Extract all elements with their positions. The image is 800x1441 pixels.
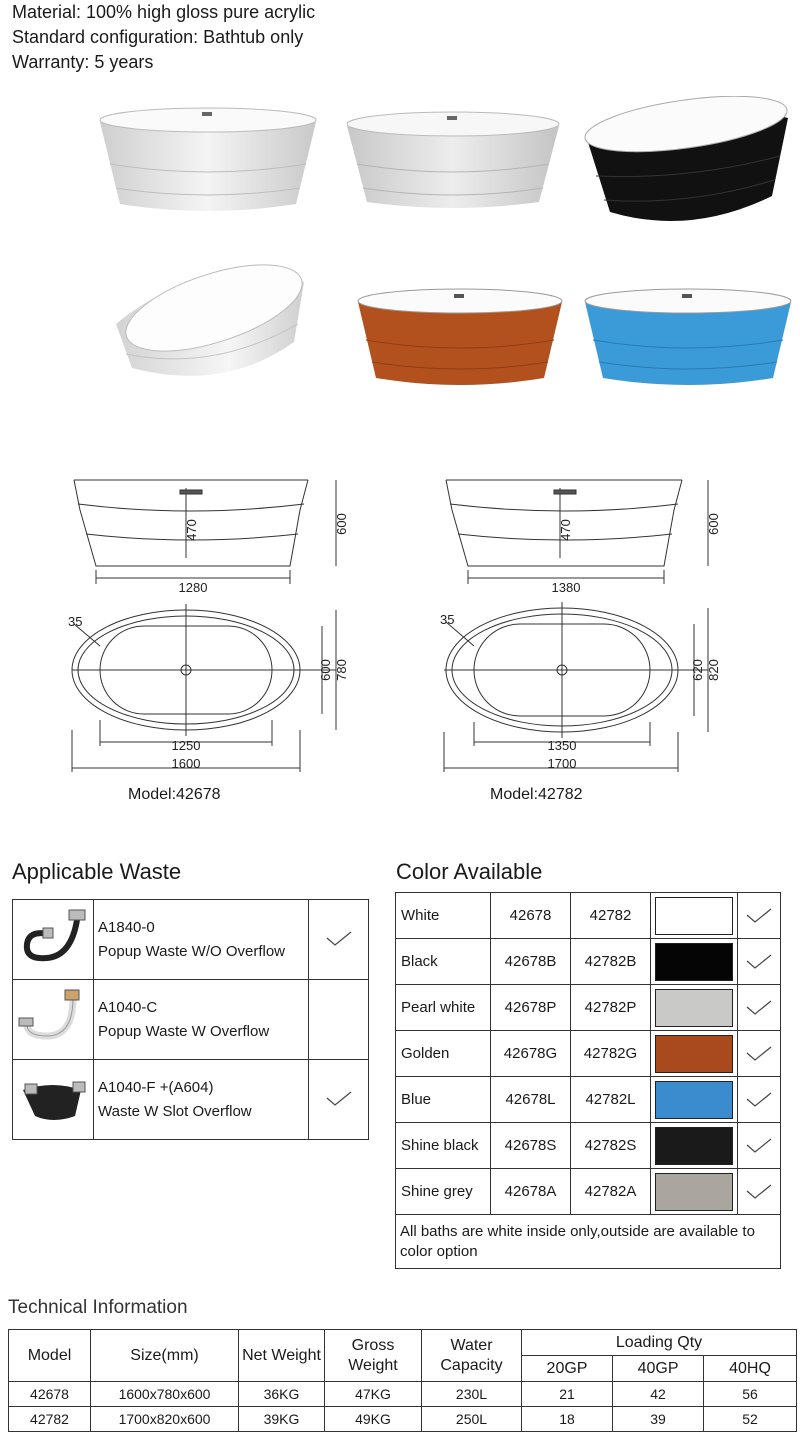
waste-desc: Popup Waste W Overflow xyxy=(98,1022,270,1040)
model-label-42782: Model:42782 xyxy=(490,786,583,803)
color-check-cell xyxy=(738,939,781,985)
tech-cell-model: 42782 xyxy=(9,1407,91,1432)
color-row xyxy=(396,1077,781,1123)
waste-desc: Popup Waste W/O Overflow xyxy=(98,942,286,960)
checkmark-icon xyxy=(746,1092,772,1108)
tub-image-white xyxy=(96,104,320,216)
th-loading-qty: Loading Qty xyxy=(522,1330,797,1356)
color-code-42782: 42782P xyxy=(571,985,651,1031)
color-swatch xyxy=(655,989,733,1027)
color-name: White xyxy=(396,893,491,939)
th-20gp: 20GP xyxy=(522,1356,613,1382)
color-code-42678: 42678G xyxy=(491,1031,571,1077)
color-swatch xyxy=(655,1173,733,1211)
waste-desc-cell xyxy=(94,1060,309,1140)
tech-cell-net: 36KG xyxy=(239,1382,325,1407)
th-water-capacity: Water Capacity xyxy=(422,1330,522,1382)
color-note: All baths are white inside only,outside are available to color option xyxy=(396,1215,781,1269)
waste-desc: Waste W Slot Overflow xyxy=(98,1102,252,1120)
dim-outer-length: 1700 xyxy=(547,756,577,771)
waste-check-cell xyxy=(309,980,369,1060)
waste-row xyxy=(13,900,369,980)
color-swatch xyxy=(655,897,733,935)
color-code-42678: 42678P xyxy=(491,985,571,1031)
waste-code: A1040-F +(A604) xyxy=(98,1078,214,1096)
color-code-42678: 42678S xyxy=(491,1123,571,1169)
dim-corner: 35 xyxy=(68,614,83,629)
waste-image-cell xyxy=(13,980,94,1060)
th-gross-weight: Gross Weight xyxy=(325,1330,422,1382)
spec-warranty: Warranty: 5 years xyxy=(12,52,154,72)
tech-cell-capacity: 250L xyxy=(422,1407,522,1432)
model-label-42678: Model:42678 xyxy=(128,786,221,803)
dim-inner-height: 470 xyxy=(558,519,573,541)
tech-cell-size: 1600x780x600 xyxy=(91,1382,239,1407)
color-swatch-cell xyxy=(651,1169,738,1215)
tech-cell-size: 1700x820x600 xyxy=(91,1407,239,1432)
color-code-42678: 42678 xyxy=(491,893,571,939)
th-model: Model xyxy=(9,1330,91,1382)
checkmark-icon xyxy=(746,1046,772,1062)
waste-row xyxy=(13,980,369,1060)
tech-cell-gp40: 39 xyxy=(613,1407,704,1432)
color-swatch xyxy=(655,1035,733,1073)
color-code-42678: 42678L xyxy=(491,1077,571,1123)
th-40hq: 40HQ xyxy=(704,1356,797,1382)
color-code-42782: 42782A xyxy=(571,1169,651,1215)
tub-image-blue xyxy=(581,286,795,388)
color-table xyxy=(395,892,781,1269)
color-code-42782: 42782L xyxy=(571,1077,651,1123)
checkmark-icon xyxy=(326,931,352,947)
tech-cell-hq40: 56 xyxy=(704,1382,797,1407)
color-swatch-cell xyxy=(651,939,738,985)
drawing-42782 xyxy=(432,474,732,783)
waste-hose-icon xyxy=(13,980,93,1054)
color-row xyxy=(396,893,781,939)
checkmark-icon xyxy=(746,1184,772,1200)
color-swatch xyxy=(655,1081,733,1119)
tech-row xyxy=(9,1382,797,1407)
color-name: Blue xyxy=(396,1077,491,1123)
checkmark-icon xyxy=(746,1000,772,1016)
drawing-42678 xyxy=(60,474,360,783)
tech-cell-net: 39KG xyxy=(239,1407,325,1432)
tub-image-black xyxy=(580,96,794,226)
tech-table xyxy=(8,1329,797,1432)
color-section-title: Color Available xyxy=(396,859,543,884)
color-code-42782: 42782G xyxy=(571,1031,651,1077)
color-row xyxy=(396,1123,781,1169)
tech-cell-gross: 49KG xyxy=(325,1407,422,1432)
checkmark-icon xyxy=(746,1138,772,1154)
dim-corner: 35 xyxy=(440,612,455,627)
spec-material: Material: 100% high gloss pure acrylic xyxy=(12,2,316,22)
checkmark-icon xyxy=(746,908,772,924)
th-40gp: 40GP xyxy=(613,1356,704,1382)
waste-hose-icon xyxy=(13,1060,93,1134)
tub-image-white-angle xyxy=(114,262,308,382)
tech-cell-gp20: 21 xyxy=(522,1382,613,1407)
dim-inner-length: 1250 xyxy=(171,738,201,753)
dim-outer-width: 820 xyxy=(706,659,721,681)
tech-cell-gp20: 18 xyxy=(522,1407,613,1432)
color-code-42782: 42782 xyxy=(571,893,651,939)
color-check-cell xyxy=(738,893,781,939)
color-row xyxy=(396,985,781,1031)
color-swatch-cell xyxy=(651,1123,738,1169)
product-specs xyxy=(12,0,315,75)
color-name: Golden xyxy=(396,1031,491,1077)
color-swatch xyxy=(655,1127,733,1165)
color-check-cell xyxy=(738,1077,781,1123)
color-row xyxy=(396,1031,781,1077)
th-size: Size(mm) xyxy=(91,1330,239,1382)
tech-row xyxy=(9,1407,797,1432)
waste-section-title: Applicable Waste xyxy=(12,859,182,884)
waste-desc-cell xyxy=(94,980,309,1060)
waste-image-cell xyxy=(13,900,94,980)
waste-desc-cell xyxy=(94,900,309,980)
color-name: Shine grey xyxy=(396,1169,491,1215)
color-swatch-cell xyxy=(651,1077,738,1123)
dim-outer-length: 1600 xyxy=(171,756,201,771)
dim-inner-height: 470 xyxy=(184,519,199,541)
spec-configuration: Standard configuration: Bathtub only xyxy=(12,27,304,47)
tech-cell-model: 42678 xyxy=(9,1382,91,1407)
color-check-cell xyxy=(738,985,781,1031)
waste-check-cell xyxy=(309,900,369,980)
color-code-42782: 42782B xyxy=(571,939,651,985)
waste-row xyxy=(13,1060,369,1140)
color-name: Black xyxy=(396,939,491,985)
tech-cell-capacity: 230L xyxy=(422,1382,522,1407)
waste-table xyxy=(12,899,369,1140)
color-check-cell xyxy=(738,1123,781,1169)
color-name: Pearl white xyxy=(396,985,491,1031)
color-code-42678: 42678B xyxy=(491,939,571,985)
dim-inner-width: 620 xyxy=(690,659,705,681)
color-row xyxy=(396,1169,781,1215)
color-swatch-cell xyxy=(651,1031,738,1077)
color-row xyxy=(396,939,781,985)
waste-image-cell xyxy=(13,1060,94,1140)
checkmark-icon xyxy=(326,1091,352,1107)
tech-cell-gp40: 42 xyxy=(613,1382,704,1407)
tub-image-pearl-white xyxy=(343,108,563,212)
dim-bottom-width: 1380 xyxy=(551,580,581,595)
color-check-cell xyxy=(738,1031,781,1077)
tech-cell-gross: 47KG xyxy=(325,1382,422,1407)
color-code-42678: 42678A xyxy=(491,1169,571,1215)
dim-bottom-width: 1280 xyxy=(178,580,208,595)
tub-image-golden xyxy=(354,286,566,388)
th-net-weight: Net Weight xyxy=(239,1330,325,1382)
waste-check-cell xyxy=(309,1060,369,1140)
tech-section-title: Technical Information xyxy=(8,1297,188,1318)
color-swatch-cell xyxy=(651,893,738,939)
dim-height: 600 xyxy=(706,513,721,535)
checkmark-icon xyxy=(746,954,772,970)
tech-cell-hq40: 52 xyxy=(704,1407,797,1432)
color-swatch-cell xyxy=(651,985,738,1031)
waste-code: A1840-0 xyxy=(98,918,155,936)
color-name: Shine black xyxy=(396,1123,491,1169)
dim-inner-width: 600 xyxy=(318,659,333,681)
waste-hose-icon xyxy=(13,900,93,974)
dim-height: 600 xyxy=(334,513,349,535)
waste-code: A1040-C xyxy=(98,998,158,1016)
color-code-42782: 42782S xyxy=(571,1123,651,1169)
dim-inner-length: 1350 xyxy=(547,738,577,753)
dim-outer-width: 780 xyxy=(334,659,349,681)
color-swatch xyxy=(655,943,733,981)
color-check-cell xyxy=(738,1169,781,1215)
